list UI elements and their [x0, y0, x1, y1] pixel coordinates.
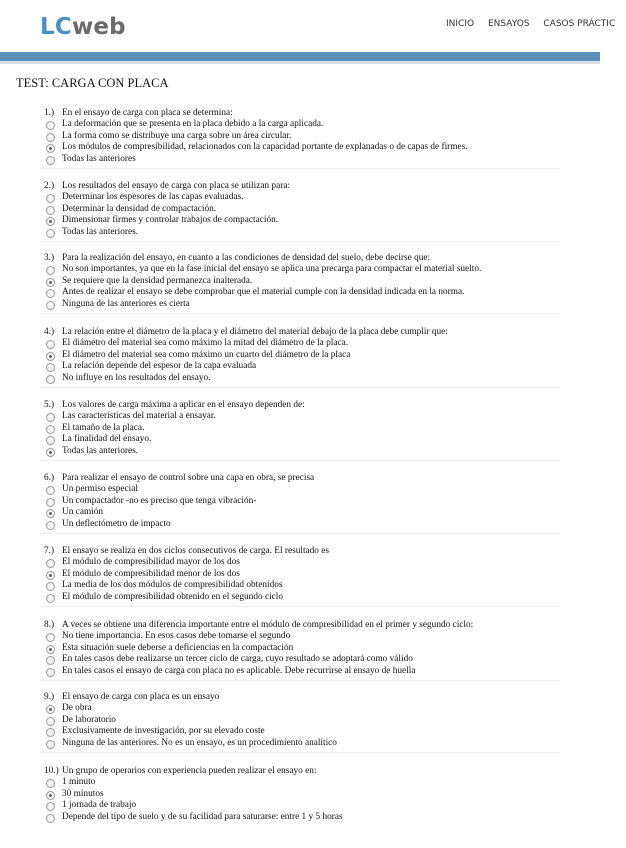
radio-icon[interactable] [46, 802, 55, 811]
answer-option[interactable] [44, 715, 564, 726]
answer-option-label: El diámetro del material sea como máximo un cuarto del diámetro de la placa [62, 349, 351, 360]
question-5 [44, 400, 564, 457]
radio-icon[interactable] [46, 582, 55, 591]
answer-option[interactable] [44, 738, 564, 749]
question-number: 9.) [44, 692, 55, 702]
question-divider [40, 460, 560, 461]
question-label: La relación entre el diámetro de la placa y el diámetro del material debajo de la placa debe cumplir que: [62, 327, 448, 337]
answer-option-label: Ninguna de las anteriores es cierta [62, 298, 190, 309]
question-9 [44, 692, 564, 749]
answer-option-label: Los módulos de compresibilidad, relacionados con la capacidad portante de explanadas o de capas de firmes. [62, 142, 468, 153]
answer-option-label: 1 jornada de trabajo [62, 800, 137, 811]
answer-option[interactable] [44, 350, 564, 361]
answer-option-label: El tamaño de la placa. [62, 422, 145, 433]
answer-option[interactable] [44, 227, 564, 238]
question-number: 6.) [44, 473, 55, 483]
question-label: Para realizar el ensayo de control sobre una capa en obra, se precisa [62, 473, 315, 483]
answer-option[interactable] [44, 373, 564, 384]
question-divider [40, 387, 560, 388]
header-shadow-bar [0, 61, 600, 64]
answer-option[interactable] [44, 276, 564, 287]
answer-option-label: La media de los dos módulos de compresibilidad obtenidos [62, 580, 283, 591]
answer-option-label: Determinar los espesores de las capas evaluadas. [62, 192, 244, 203]
radio-icon[interactable] [46, 266, 55, 275]
radio-selected-icon[interactable] [46, 509, 55, 518]
question-number: 5.) [44, 400, 55, 410]
question-2 [44, 181, 564, 238]
radio-icon[interactable] [46, 728, 55, 737]
radio-icon[interactable] [46, 498, 55, 507]
question-label: A veces se obtiene una diferencia importante entre el módulo de compresibilidad en el primer y segundo ciclo: [62, 620, 474, 630]
answer-option-label: No son importantes, ya que en la fase inicial del ensayo se aplica una precarga para compactar el material suelto. [62, 264, 482, 275]
question-label: El ensayo de carga con placa es un ensayo [62, 692, 220, 702]
radio-icon[interactable] [46, 194, 55, 203]
answer-option[interactable] [44, 192, 564, 203]
answer-option[interactable] [44, 496, 564, 507]
answer-option[interactable] [44, 423, 564, 434]
question-6 [44, 473, 564, 530]
radio-icon[interactable] [46, 594, 55, 603]
question-text [44, 473, 564, 484]
answer-option[interactable] [44, 726, 564, 737]
question-text [44, 108, 564, 119]
answer-option-label: Un compactador -no es preciso que tenga vibración- [62, 495, 257, 506]
radio-icon[interactable] [46, 521, 55, 530]
question-number: 1.) [44, 108, 55, 118]
answer-option-label: 1 minuto [62, 777, 96, 788]
answer-option-label: En tales casos el ensayo de carga con placa no es aplicable. Debe recurrirse al ensayo de huella [62, 665, 416, 676]
answer-option-label: La forma como se distribuye una carga sobre un área circular. [62, 130, 292, 141]
answer-option-label: Depende del tipo de suelo y de su facilidad para saturarse: entre 1 y 5 horas [62, 811, 343, 822]
radio-selected-icon[interactable] [46, 352, 55, 361]
radio-icon[interactable] [46, 656, 55, 665]
question-7 [44, 546, 564, 603]
question-text [44, 400, 564, 411]
answer-option-label: 30 minutos [62, 788, 104, 799]
question-divider [40, 313, 560, 314]
answer-option[interactable] [44, 789, 564, 800]
question-text [44, 181, 564, 192]
question-3 [44, 253, 564, 310]
page-title: TEST: CARGA CON PLACA [16, 76, 169, 90]
question-text [44, 620, 564, 631]
question-number: 8.) [44, 620, 55, 630]
answer-option[interactable] [44, 484, 564, 495]
question-text [44, 766, 564, 777]
main-nav [446, 19, 626, 29]
nav-item-casos-practicos[interactable]: CASOS PRÁCTIC [543, 19, 616, 29]
radio-icon[interactable] [46, 486, 55, 495]
answer-option[interactable] [44, 361, 564, 372]
site-header [0, 0, 616, 52]
radio-selected-icon[interactable] [46, 705, 55, 714]
answer-option[interactable] [44, 446, 564, 457]
header-accent-bar [0, 52, 600, 61]
answer-option-label: Esta situación suele deberse a deficiencias en la compactación [62, 642, 294, 653]
answer-option-label: En tales casos debe realizarse un tercer ciclo de carga, cuyo resultado se adoptará como válido [62, 654, 413, 665]
radio-selected-icon[interactable] [46, 278, 55, 287]
answer-option[interactable] [44, 592, 564, 603]
radio-icon[interactable] [46, 436, 55, 445]
radio-icon[interactable] [46, 740, 55, 749]
answer-option[interactable] [44, 119, 564, 130]
question-text [44, 692, 564, 703]
answer-option[interactable] [44, 507, 564, 518]
answer-option[interactable] [44, 204, 564, 215]
radio-icon[interactable] [46, 206, 55, 215]
answer-option[interactable] [44, 299, 564, 310]
answer-option[interactable] [44, 434, 564, 445]
answer-option[interactable] [44, 631, 564, 642]
question-label: Para la realización del ensayo, en cuanto a las condiciones de densidad del suelo, debe decirse que: [62, 253, 431, 263]
question-label: En el ensayo de carga con placa se determina: [62, 108, 233, 118]
answer-option-label: Un camión [62, 507, 104, 518]
question-divider [40, 752, 560, 753]
answer-option-label: No tiene importancia. En esos casos debe tomarse el segundo [62, 631, 291, 642]
radio-icon[interactable] [46, 133, 55, 142]
answer-option[interactable] [44, 569, 564, 580]
answer-option[interactable] [44, 580, 564, 591]
radio-icon[interactable] [46, 156, 55, 165]
answer-option[interactable] [44, 800, 564, 811]
answer-option[interactable] [44, 703, 564, 714]
answer-option-label: No influye en los resultados del ensayo. [62, 372, 211, 383]
answer-option-label: Determinar la densidad de compactación. [62, 203, 217, 214]
answer-option-label: Un deflectómetro de impacto [62, 518, 171, 529]
question-divider [40, 241, 560, 242]
answer-option-label: De laboratorio [62, 714, 116, 725]
question-10 [44, 766, 564, 823]
radio-icon[interactable] [46, 668, 55, 677]
answer-option-label: El módulo de compresibilidad obtenido en el segundo ciclo [62, 591, 284, 602]
answer-option-label: La deformación que se presenta en la placa debido a la carga aplicada. [62, 119, 324, 130]
radio-selected-icon[interactable] [46, 448, 55, 457]
answer-option-label: Exclusivamente de investigación, por su elevado coste [62, 726, 265, 737]
answer-option-label: La relación depende del espesor de la capa evaluada [62, 361, 257, 372]
question-text [44, 253, 564, 264]
answer-option-label: Antes de realizar el ensayo se debe comprobar que el material cumple con la densidad indicada en la norma. [62, 287, 465, 298]
logo-lc: LC [40, 14, 72, 40]
question-number: 4.) [44, 327, 55, 337]
radio-icon[interactable] [46, 717, 55, 726]
answer-option[interactable] [44, 777, 564, 788]
radio-icon[interactable] [46, 301, 55, 310]
radio-selected-icon[interactable] [46, 791, 55, 800]
question-label: Un grupo de operarios con experiencia pueden realizar el ensayo en: [62, 766, 317, 776]
question-1 [44, 108, 564, 165]
radio-icon[interactable] [46, 121, 55, 130]
answer-option[interactable] [44, 142, 564, 153]
question-divider [40, 606, 560, 607]
radio-icon[interactable] [46, 814, 55, 823]
answer-option[interactable] [44, 264, 564, 275]
radio-icon[interactable] [46, 375, 55, 384]
logo-web: web [71, 14, 126, 40]
question-number: 10.) [44, 766, 59, 776]
radio-selected-icon[interactable] [46, 217, 55, 226]
radio-icon[interactable] [46, 229, 55, 238]
answer-option[interactable] [44, 519, 564, 530]
answer-option-label: Todas las anteriores. [62, 445, 139, 456]
answer-option[interactable] [44, 411, 564, 422]
answer-option-label: Se requiere que la densidad permanezca inalterada. [62, 275, 253, 286]
question-number: 7.) [44, 546, 55, 556]
nav-item-ensayos[interactable]: ENSAYOS [487, 19, 530, 29]
radio-icon[interactable] [46, 425, 55, 434]
question-text [44, 327, 564, 338]
answer-option-label: Un permiso especial [62, 484, 138, 495]
answer-option-label: Dimensionar firmes y controlar trabajos de compactación. [62, 215, 279, 226]
question-divider [40, 168, 560, 169]
question-label: Los resultados del ensayo de carga con placa se utilizan para: [62, 181, 291, 191]
answer-option-label: Todas las anteriores [62, 153, 136, 164]
nav-item-inicio[interactable]: INICIO [446, 19, 475, 29]
question-number: 2.) [44, 181, 55, 191]
answer-option[interactable] [44, 287, 564, 298]
question-label: Los valores de carga máxima a aplicar en el ensayo dependen de: [62, 400, 305, 410]
radio-icon[interactable] [46, 289, 55, 298]
radio-icon[interactable] [46, 779, 55, 788]
radio-icon[interactable] [46, 340, 55, 349]
answer-option[interactable] [44, 131, 564, 142]
answer-option[interactable] [44, 338, 564, 349]
radio-icon[interactable] [46, 413, 55, 422]
question-label: El ensayo se realiza en dos ciclos consecutivos de carga. El resultado es [62, 546, 330, 556]
answer-option-label: El diámetro del material sea como máximo la mitad del diámetro de la placa. [62, 338, 349, 349]
radio-icon[interactable] [46, 559, 55, 568]
answer-option[interactable] [44, 643, 564, 654]
answer-option[interactable] [44, 654, 564, 665]
answer-option[interactable] [44, 215, 564, 226]
answer-option-label: El módulo de compresibilidad menor de los dos [62, 568, 240, 579]
answer-option-label: Ninguna de las anteriores. No es un ensayo, es un procedimiento analítico [62, 737, 337, 748]
answer-option-label: Todas las anteriores. [62, 226, 139, 237]
answer-option-label: El módulo de compresibilidad mayor de los dos [62, 557, 240, 568]
radio-selected-icon[interactable] [46, 645, 55, 654]
answer-option[interactable] [44, 666, 564, 677]
question-divider [40, 680, 560, 681]
question-divider [40, 533, 560, 534]
question-number: 3.) [44, 253, 55, 263]
answer-option[interactable] [44, 557, 564, 568]
answer-option-label: Las características del material a ensayar. [62, 411, 216, 422]
radio-icon[interactable] [46, 363, 55, 372]
question-4 [44, 327, 564, 384]
answer-option-label: De obra [62, 703, 92, 714]
radio-selected-icon[interactable] [46, 571, 55, 580]
radio-selected-icon[interactable] [46, 144, 55, 153]
question-text [44, 546, 564, 557]
answer-option-label: La finalidad del ensayo. [62, 434, 152, 445]
answer-option[interactable] [44, 154, 564, 165]
site-logo[interactable] [40, 14, 126, 40]
answer-option[interactable] [44, 812, 564, 823]
question-8 [44, 620, 564, 677]
radio-icon[interactable] [46, 633, 55, 642]
